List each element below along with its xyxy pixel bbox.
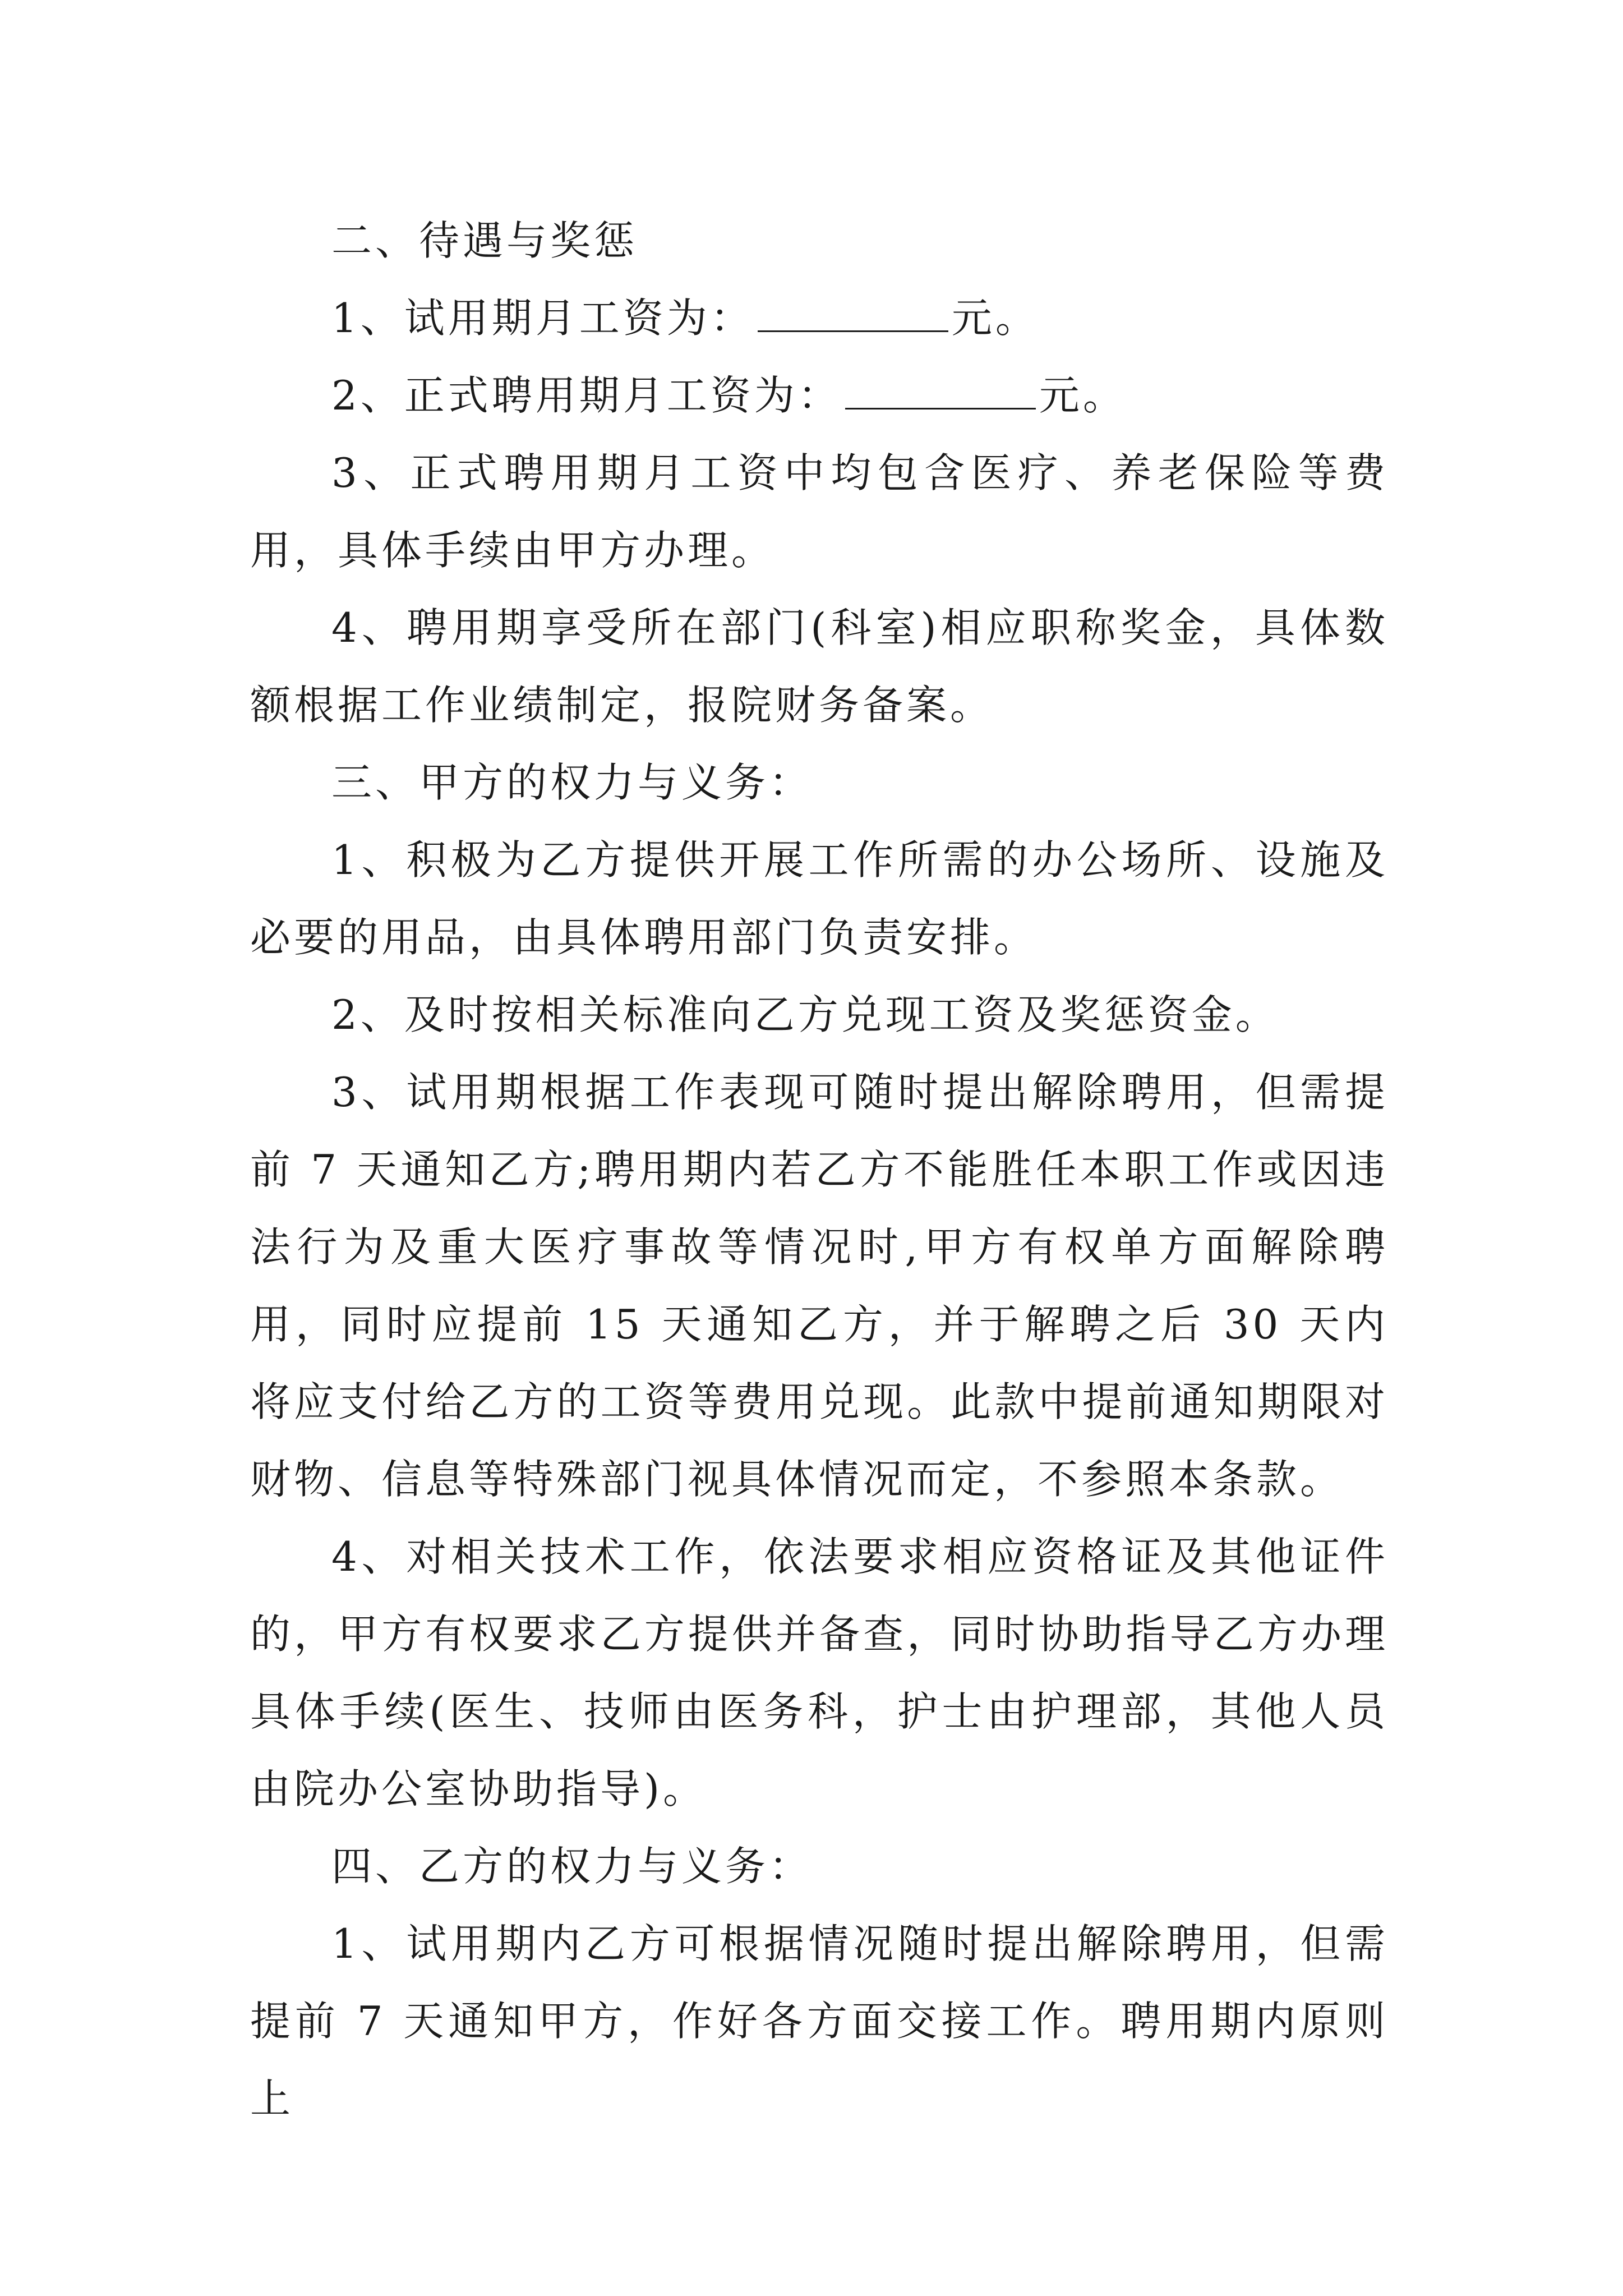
paragraph-party-a-3: 3、试用期根据工作表现可随时提出解除聘用，但需提前 7 天通知乙方;聘用期内若乙方不能胜任本职工作或因违法行为及重大医疗事故等情况时,甲方有权单方面解除聘用，同时应提前 15 天通知乙方，并于解聘之后 30 天内将应支付给乙方的工资等费用兑现。此款中提前通知期限对财物、信息等特殊部门视具体情况而定，不参照本条款。: [250, 1069, 1389, 1503]
section-heading-treatment: 二、待遇与奖惩: [331, 217, 638, 264]
paragraph-text: 1、试用期月工资为：: [331, 295, 754, 342]
blank-field-formal-salary: [845, 374, 1036, 409]
paragraph-text: 元。: [1039, 372, 1127, 419]
paragraph-insurance: 3、正式聘用期月工资中均包含医疗、养老保险等费用，具体手续由甲方办理。: [250, 449, 1389, 574]
paragraph-party-a-2: 2、及时按相关标准向乙方兑现工资及奖惩资金。: [331, 991, 1279, 1038]
paragraph-text: 元。: [951, 295, 1039, 342]
paragraph-formal-salary: [250, 357, 1389, 434]
blank-field-probation-salary: [758, 297, 948, 332]
section-heading-party-b: 四、乙方的权力与义务：: [331, 1843, 813, 1890]
paragraph-party-b-1: 1、试用期内乙方可根据情况随时提出解除聘用，但需提前 7 天通知甲方，作好各方面交接工作。聘用期内原则上: [250, 1920, 1389, 2122]
paragraph-text: 2、正式聘用期月工资为：: [331, 372, 842, 419]
paragraph-probation-salary: [250, 279, 1389, 357]
paragraph-party-a-4: 4、对相关技术工作，依法要求相应资格证及其他证件的，甲方有权要求乙方提供并备查，同时协助指导乙方办理具体手续(医生、技师由医务科，护士由护理部，其他人员由院办公室协助指导)。: [250, 1533, 1389, 1812]
paragraph-bonus: 4、聘用期享受所在部门(科室)相应职称奖金，具体数额根据工作业绩制定，报院财务备案。: [250, 604, 1389, 729]
paragraph-party-a-1: 1、积极为乙方提供开展工作所需的办公场所、设施及必要的用品，由具体聘用部门负责安排。: [250, 836, 1389, 961]
section-heading-party-a: 三、甲方的权力与义务：: [331, 759, 813, 806]
document-body: [250, 202, 1389, 2137]
